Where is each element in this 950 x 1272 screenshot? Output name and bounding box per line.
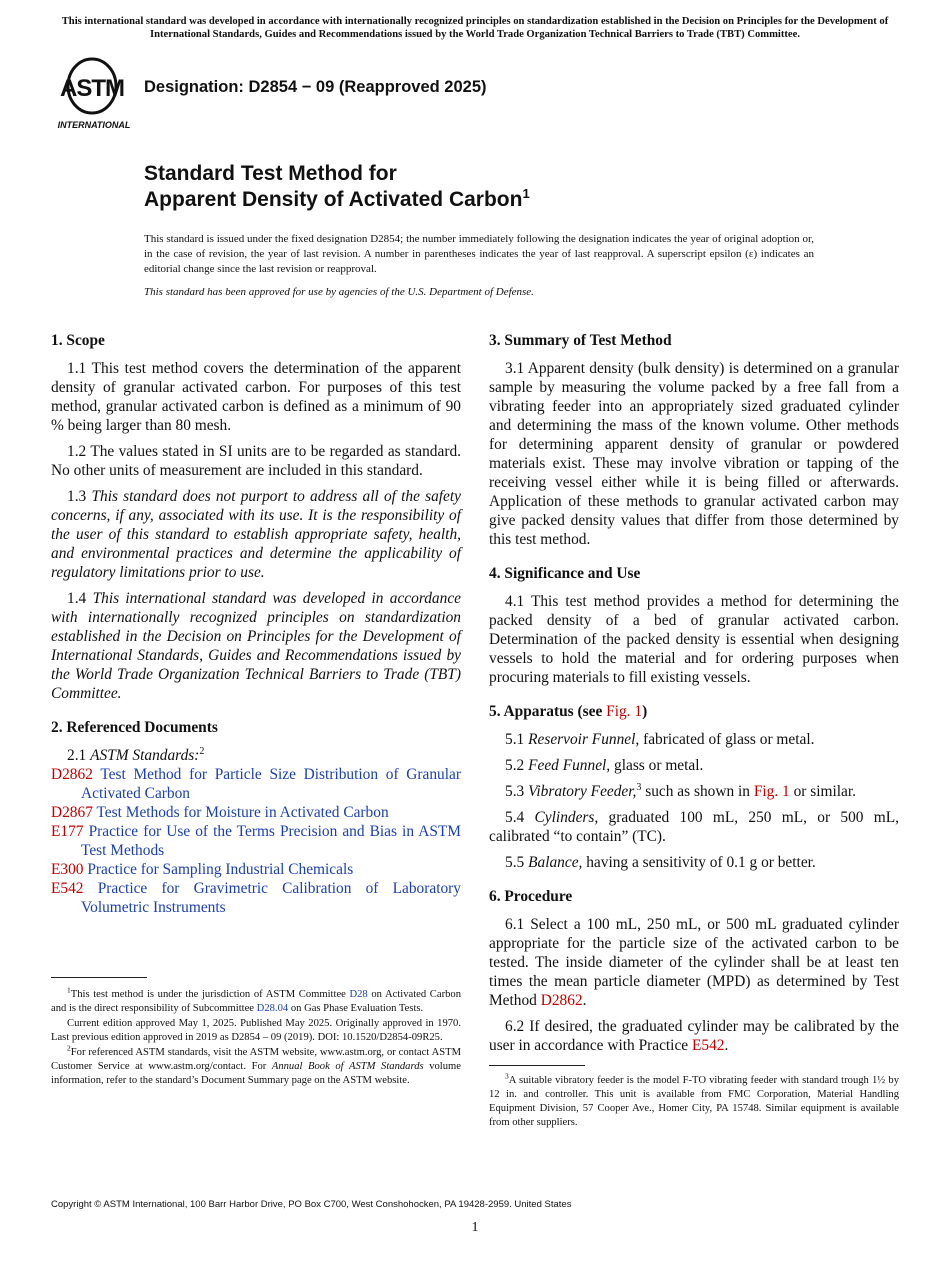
item-number: 5.4 [505,809,525,826]
footnote-2 [51,1043,461,1088]
title-footnote-mark: 1 [522,186,530,201]
item-number: 5.1 [505,731,525,748]
summary-3-1: 3.1 Apparent density (bulk density) is determined on a granular sample by measuring the volume packed by a free fall from a vibrating feeder into an appropriately sized graduated cylinder and determining the mass of the known volume. Other methods for determining apparent density of granular or powdered materials exist. These may involve vibration or tapping of the receiving vessel either while it is being filled or afterwards. Application of these methods to granular activated carbon may give packed density values that differ from those determined by this test method. [489,360,899,548]
footnote-1-text-c: on Gas Phase Evaluation Tests. [288,1003,424,1014]
ref-item-e177[interactable] [51,822,461,860]
wto-notice: This international standard was developed in accordance with internationally recognized principles on standardization established in the Decision on Principles for the Development of International Standards, Guides and Recommendations issued by the World Trade Organization Technical Barriers to Trade (TBT) Committee. [61,16,889,40]
ref-title[interactable]: Practice for Gravimetric Calibration of Laboratory Volumetric Instruments [81,880,461,916]
scope-1-4-number: 1.4 [67,590,87,607]
ref-item-d2862[interactable] [51,765,461,803]
ref-item-e300[interactable] [51,860,461,879]
item-text: such as shown in [641,783,754,800]
procedure-6-2-end: . [724,1037,729,1054]
footnote-2-text-b: volume information, refer to the standard’s Document Summary page on the ASTM website. [51,1061,461,1086]
title-line-1: Standard Test Method for [144,162,397,185]
scope-1-2: 1.2 The values stated in SI units are to be regarded as standard. No other units of measurement are included in this standard. [51,443,461,479]
astm-logo [54,56,134,132]
ref-title[interactable]: Test Method for Particle Size Distribution of Granular Activated Carbon [81,766,461,802]
subcommittee-d28-04-link[interactable]: D28.04 [256,1003,289,1014]
copyright-line: Copyright © ASTM International, 100 Barr Harbor Drive, PO Box C700, West Conshohocken, PA 19428-2959. United States [51,1199,572,1210]
fig-1-link[interactable]: Fig. 1 [606,703,643,720]
apparatus-5-1 [489,730,899,749]
footnote-2-mark: 2 [67,1043,71,1053]
ref-title[interactable]: Test Methods for Moisture in Activated Carbon [96,804,389,821]
footnote-3-text: A suitable vibratory feeder is the model F-TO vibrating feeder with standard trough 1½ by 12 in. and controller. This unit is available from FMC Corporation, Material Handling Equipment Division, 57 Cooper Ave., Homer City, PA 15748. Similar equipment is available from other suppliers. [489,1075,899,1128]
item-number: 5.2 [505,757,525,774]
footnote-1-edition: Current edition approved May 1, 2025. Published May 2025. Originally approved in 1970. Last previous edition approved in 2019 as D2854 – 09 (2019). DOI: 10.1520/D2854-09R25. [51,1018,461,1043]
ref-code[interactable]: E542 [51,880,84,897]
item-term: Reservoir Funnel, [528,731,640,748]
committee-d28-link[interactable]: D28 [349,989,368,1000]
ref-code[interactable]: E177 [51,823,84,840]
footnote-1-text-a: This test method is under the jurisdiction of ASTM Committee [70,989,350,1000]
apparatus-5-5 [489,853,899,872]
procedure-6-2-text: 6.2 If desired, the graduated cylinder may be calibrated by the user in accordance with Practice [489,1018,899,1054]
footnotes-right [489,1071,899,1131]
right-column [489,331,899,1062]
ref-title[interactable]: Practice for Use of the Terms Precision and Bias in ASTM Test Methods [81,823,461,859]
ref-title[interactable]: Practice for Sampling Industrial Chemicals [87,861,354,878]
scope-1-1: 1.1 This test method covers the determination of the apparent density of granular activated carbon. For purposes of this test method, granular activated carbon is defined as a minimum of 90 % being larger than 80 mesh. [51,360,461,434]
refdocs-2-1 [51,746,461,765]
footnote-3 [489,1071,899,1130]
footnote-3-ref: 3 [636,781,642,793]
scope-1-3 [51,487,461,582]
item-term: Cylinders, [534,809,599,826]
d2862-link[interactable]: D2862 [540,992,583,1009]
designation: Designation: D2854 − 09 (Reapproved 2025) [144,78,487,96]
refdocs-2-1-number: 2.1 [67,747,87,764]
refdocs-footnote-mark: 2 [199,745,205,757]
apparatus-heading-close: ) [642,703,648,720]
document-title [144,161,530,213]
item-number: 5.3 [505,783,525,800]
apparatus-heading-text: 5. Apparatus (see [489,703,607,720]
scope-1-3-number: 1.3 [67,488,87,505]
ref-item-e542[interactable] [51,879,461,917]
footnote-1-text-b: on Activated Carbon and is the direct responsibility of Subcommittee [51,989,461,1014]
section-summary-heading: 3. Summary of Test Method [489,332,672,349]
apparatus-5-3 [489,782,899,801]
procedure-6-1 [489,915,899,1010]
item-text: glass or metal. [610,757,704,774]
dod-approval: This standard has been approved for use by agencies of the U.S. Department of Defense. [144,286,534,298]
astm-logo-mark [54,56,134,132]
title-line-2: Apparent Density of Activated Carbon [144,188,523,211]
refdocs-2-1-text: ASTM Standards: [90,747,200,764]
procedure-6-1-end: . [582,992,587,1009]
ref-item-d2867[interactable] [51,803,461,822]
item-term: Balance, [528,854,583,871]
item-text: having a sensitivity of 0.1 g or better. [582,854,816,871]
footnote-rule-left [51,977,147,978]
e542-link[interactable]: E542 [691,1037,725,1054]
section-refdocs-heading: 2. Referenced Documents [51,719,218,736]
footnote-rule-right [489,1065,585,1066]
footnote-2-book: Annual Book of ASTM Standards [271,1061,424,1072]
item-text-end: or similar. [789,783,857,800]
section-significance-heading: 4. Significance and Use [489,565,641,582]
footnotes-left [51,985,461,1089]
apparatus-5-2 [489,756,899,775]
issued-statement: This standard is issued under the fixed designation D2854; the number immediately following the designation indicates the year of original adoption or, in the case of revision, the year of last revision. A number in parentheses indicates the year of last reapproval. A superscript epsilon (ε) indicates an editorial change since the last revision or reapproval. [144,233,814,275]
significance-4-1: 4.1 This test method provides a method for determining the packed density of a bed of granular activated carbon. Determination of the packed density is essential when designing vessels to hold the material and for ordering purposes when procuring materials to fill existing vessels. [489,593,899,686]
item-term: Vibratory Feeder, [528,783,637,800]
ref-code[interactable]: D2867 [51,804,93,821]
scope-1-3-text: This standard does not purport to address all of the safety concerns, if any, associated with its use. It is the responsibility of the user of this standard to establish appropriate safety, health, and environmental practices and determine the applicability of regulatory limitations prior to use. [51,488,461,581]
ref-code[interactable]: D2862 [51,766,93,783]
left-column [51,331,461,917]
scope-1-4-text: This international standard was developed in accordance with internationally recognized principles on standardization established in the Decision on Principles for the Development of International Standards, Guides and Recommendations issued by the World Trade Organization Technical Barriers to Trade (TBT) Committee. [51,590,461,702]
section-scope-heading: 1. Scope [51,332,105,349]
item-text: graduated 100 mL, 250 mL, or 500 mL, calibrated “to contain” (TC). [489,809,899,845]
procedure-6-2 [489,1017,899,1055]
section-apparatus-heading [489,702,899,721]
footnote-2-text-a: For referenced ASTM standards, visit the ASTM website, www.astm.org, or contact ASTM Customer Service at www.astm.org/contact. For [51,1047,461,1072]
fig-1-link[interactable]: Fig. 1 [753,783,790,800]
apparatus-5-4 [489,808,899,846]
item-term: Feed Funnel, [528,757,611,774]
footnote-3-mark: 3 [505,1071,509,1081]
section-procedure-heading: 6. Procedure [489,888,573,905]
footnote-1-mark: 1 [67,985,71,995]
scope-1-4 [51,589,461,703]
logo-org: INTERNATIONAL [57,120,131,130]
logo-letters: ASTM [60,75,124,102]
item-text: fabricated of glass or metal. [639,731,815,748]
procedure-6-1-text: 6.1 Select a 100 mL, 250 mL, or 500 mL graduated cylinder appropriate for the particle size of the activated carbon to be tested. The inside diameter of the cylinder shall be at least ten times the mean particle diameter (MPD) as determined by Test Method [489,916,899,1009]
page-number: 1 [471,1220,479,1235]
footnote-1 [51,985,461,1016]
ref-code[interactable]: E300 [51,861,84,878]
item-number: 5.5 [505,854,525,871]
